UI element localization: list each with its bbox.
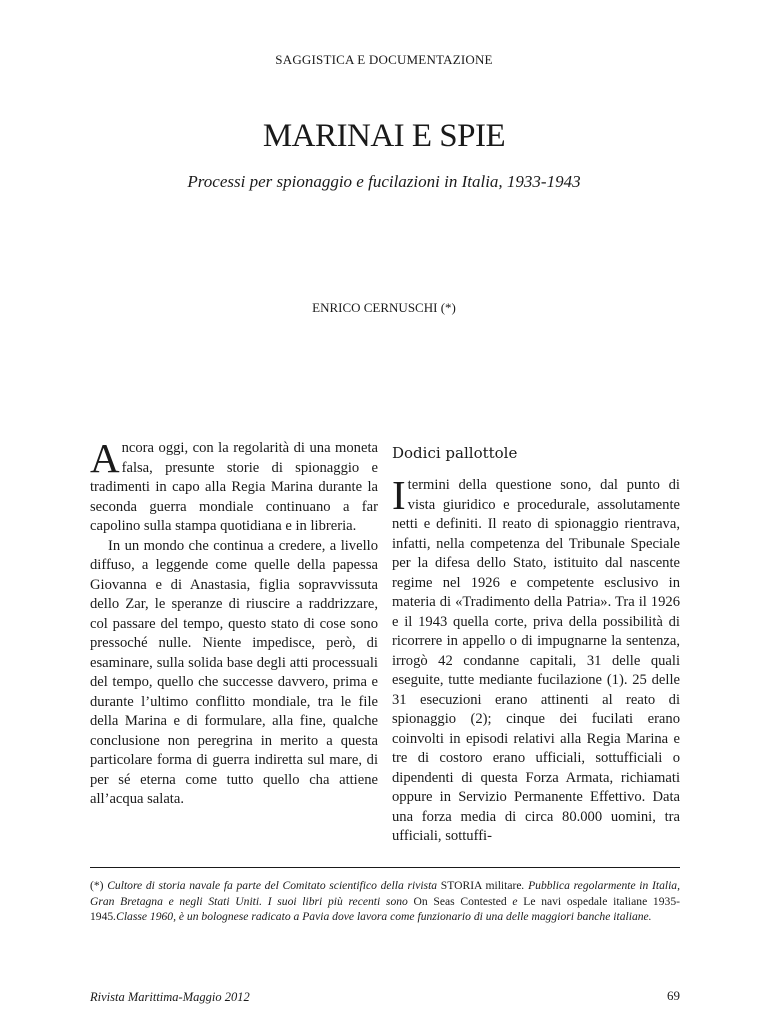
right-column	[392, 472, 680, 847]
page-number: 69	[667, 988, 680, 1003]
article-subtitle: Processi per spionaggio e fucilazioni in Italia, 1933-1943	[187, 172, 581, 191]
drop-cap: A	[90, 435, 120, 481]
body-paragraph: In un mondo che continua a credere, a livello diffuso, a leggende come quelle della papessa Giovanna e di Anastasia, figlia sopravvissuta dello Zar, le speranze di riuscire a raddrizzare, col passare del tempo, questo stato di cose sono pressoché nulle. Niente impedisce, però, di esaminare, sulla solida base degli atti processuali del tempo, quello che successe davvero, prima e durante l’ultimo conflitto mondiale, tra le file della Marina e di formulare, alla fine, qualche conclusione non peregrina in merito a questa particolare forma di guerra indiretta sul mare, di per sé eterna come tutto quello cha attiene all’acqua salata.	[90, 537, 378, 807]
section-heading: Dodici pallottole	[392, 444, 518, 462]
section-paragraph-text: termini della questione sono, dal punto di vista giuridico e procedurale, assolutamente netti e definiti. Il reato di spionaggio rientrava, infatti, nella competenza del Tribunale Speciale per la difesa dello Stato, istituito dal nascente regime nel 1926 e competente esclusivo in materia di «Tradimento della Patria». Tra il 1926 e il 1943 quella corte, priva della possibilità di ricorrere in appello o di impugnarne la sentenza, irrogò 42 condanne capitali, 31 delle quali eseguite, tutte mediante fucilazione (1). 25 delle 31 esecuzioni erano attinenti al reato di spionaggio (2); cinque dei fucilati erano coinvolti in episodi relativi alla Regia Marina e tre di costoro erano ufficiali, sottufficiali o dipendenti di questa Forza Armata, richiamati oppure in Servizio Permanente Effettivo. Data una forza media di circa 80.000 uomini, tra ufficiali, sottuffi-	[392, 477, 680, 844]
footnote-divider	[90, 867, 680, 868]
journal-name: Rivista Marittima-Maggio 2012	[90, 990, 250, 1004]
left-column	[90, 435, 378, 810]
intro-paragraph-text: ncora oggi, con la regolarità di una moneta falsa, presunte storie di spionaggio e tradimenti in capo alla Regia Marina durante la seconda guerra mondiale continuano a far capolino sulla stampa quotidiana e in libreria.	[90, 440, 378, 534]
intro-paragraph	[90, 435, 378, 537]
section-label: SAGGISTICA E DOCUMENTAZIONE	[275, 52, 493, 67]
footnote-mark: (*)	[90, 879, 108, 892]
article-title: MARINAI E SPIE	[262, 118, 506, 154]
section-paragraph	[392, 472, 680, 847]
drop-cap: I	[392, 472, 406, 518]
author-name: ENRICO CERNUSCHI (*)	[312, 300, 456, 315]
author-footnote: (*) Cultore di storia navale fa parte del Comitato scientifico della rivista STORIA militare. Pubblica regolarmente in Italia, Gran Bretagna e negli Stati Uniti. I suoi libri più recenti sono On Seas Contested e Le navi ospedale italiane 1935-1945.Classe 1960, è un bolognese radicato a Pavia dove lavora come funzionario di una delle maggiori banche italiane.	[90, 879, 680, 923]
